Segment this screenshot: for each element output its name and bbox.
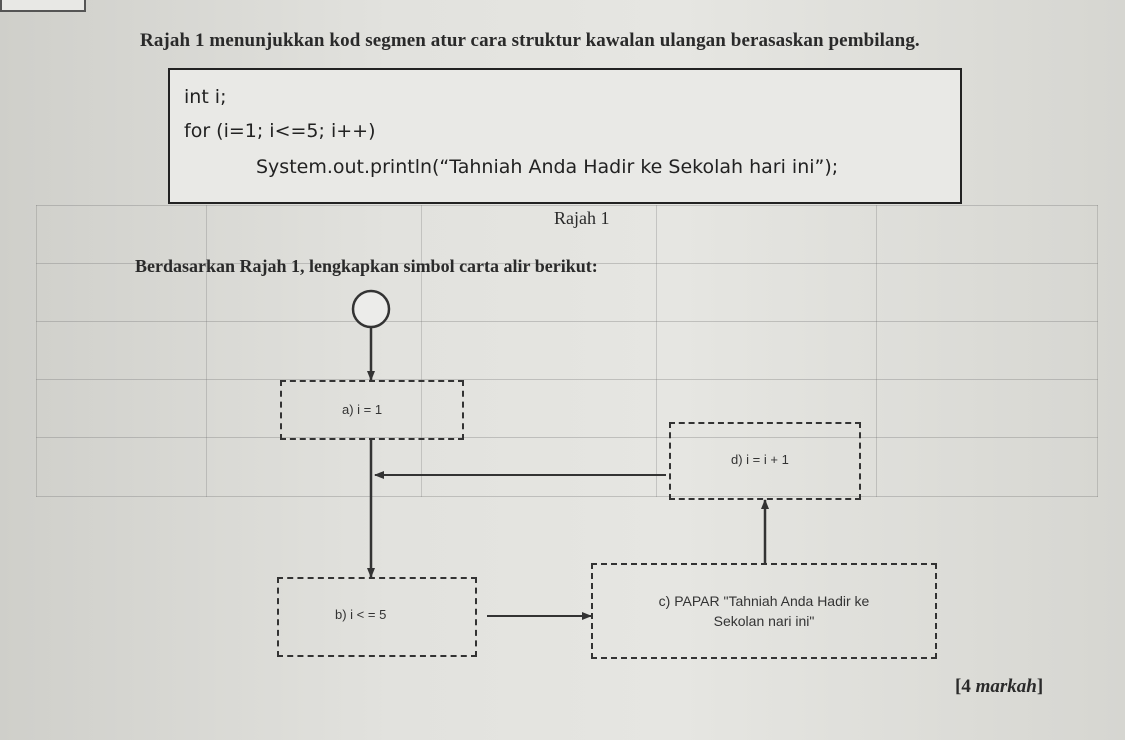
flowchart-box-d-increment — [669, 422, 861, 500]
question-instruction: Berdasarkan Rajah 1, lengkapkan simbol carta alir berikut: — [135, 256, 598, 276]
figure-caption: Rajah 1 — [554, 208, 610, 228]
code-line-println: System.out.println(“Tahniah Anda Hadir ke Sekolah hari ini”); — [256, 156, 839, 178]
question-intro: Rajah 1 menunjukkan kod segmen atur cara struktur kawalan ulangan berasaskan pembilang. — [140, 30, 920, 51]
marks-word: markah — [975, 676, 1037, 697]
box-d-label: d) i = i + 1 — [731, 452, 789, 467]
code-line-declaration: int i; — [184, 86, 227, 108]
marks-allocation — [955, 676, 1043, 698]
box-c-label-line2: Sekolan nari ini" — [713, 613, 815, 629]
box-c-label-line1: c) PAPAR "Tahniah Anda Hadir ke — [658, 593, 870, 609]
start-terminal-circle — [353, 291, 389, 327]
flowchart-box-c-output — [591, 563, 937, 659]
flowchart-box-a-initialise — [280, 380, 464, 440]
code-line-for-loop: for (i=1; i<=5; i++) — [184, 120, 376, 142]
flowchart-box-b-condition — [277, 577, 477, 657]
box-b-label: b) i < = 5 — [335, 607, 387, 622]
marks-open: [4 — [955, 676, 976, 697]
marks-close: ] — [1036, 676, 1044, 697]
box-a-label: a) i = 1 — [342, 402, 383, 417]
